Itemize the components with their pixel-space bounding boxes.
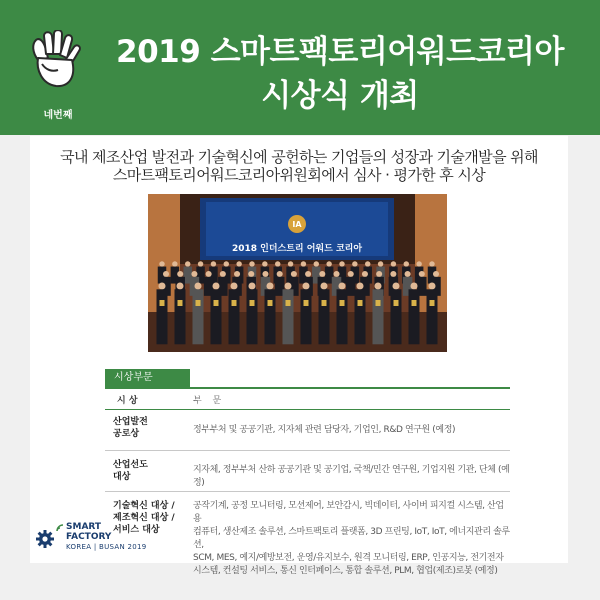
person-head xyxy=(220,271,226,277)
award-plaque xyxy=(232,300,237,306)
description-line: 컴퓨터, 생산제조 솔루션, 스마트팩토리 플랫폼, 3D 프린팅, IoT, IoT, 에너지관리 솔루션, xyxy=(193,527,510,550)
person-head xyxy=(356,282,363,289)
person-head xyxy=(212,282,219,289)
person-body xyxy=(337,289,348,344)
person-head xyxy=(374,282,381,289)
row-description: 정부부처 및 공공기관, 지자체 관련 담당자, 기업인, R&D 연구원 (예정) xyxy=(193,425,456,435)
row-description: 지자체, 정부부처 산하 공공기관 및 공기업, 국책/민간 연구원, 기업지원 기관, 단체 (예정) xyxy=(193,465,510,488)
award-plaque xyxy=(322,300,327,306)
person-body xyxy=(283,289,294,344)
photo-logo-text: IA xyxy=(292,220,302,229)
person-head xyxy=(320,282,327,289)
page-title xyxy=(90,30,590,118)
person-head xyxy=(163,271,169,277)
section-tag: 시상부문 xyxy=(105,369,190,387)
row-description xyxy=(193,500,511,578)
award-plaque xyxy=(376,300,381,306)
person-head xyxy=(266,282,273,289)
person-head xyxy=(319,271,325,277)
person-head xyxy=(362,271,368,277)
person-head xyxy=(314,261,319,266)
logo-line-3: KOREA | BUSAN 2019 xyxy=(66,543,147,551)
person-head xyxy=(172,261,177,266)
person-head xyxy=(428,282,435,289)
person-head xyxy=(277,271,283,277)
table-row xyxy=(105,410,510,451)
category-line: 공로상 xyxy=(113,429,140,439)
person-head xyxy=(378,261,383,266)
person-body xyxy=(355,289,366,344)
person-head xyxy=(234,271,240,277)
person-head xyxy=(404,261,409,266)
person-head xyxy=(206,271,212,277)
person-head xyxy=(288,261,293,266)
person-head xyxy=(248,282,255,289)
person-head xyxy=(230,282,237,289)
person-head xyxy=(376,271,382,277)
header-division: 부 문 xyxy=(193,396,226,406)
person-body xyxy=(427,289,438,344)
category-line: 산업선도 xyxy=(113,460,148,470)
person-body xyxy=(193,289,204,344)
person-head xyxy=(352,261,357,266)
category-line: 제조혁신 대상 / xyxy=(113,513,175,523)
intro-line-1: 국내 제조산업 발전과 기술혁신에 공헌하는 기업들의 성장과 기술개발을 위해 xyxy=(60,148,538,166)
person-head xyxy=(326,261,331,266)
person-head xyxy=(248,271,254,277)
awards-table xyxy=(105,387,510,576)
table-header xyxy=(105,387,510,410)
title-line-2: 시상식 개최 xyxy=(261,78,419,114)
intro-text xyxy=(30,148,568,184)
award-ceremony-photo xyxy=(148,194,447,352)
signal-icon xyxy=(56,522,66,532)
person-head xyxy=(158,282,165,289)
row-category xyxy=(113,459,148,483)
person-body xyxy=(247,289,258,344)
award-plaque xyxy=(358,300,363,306)
person-body xyxy=(229,289,240,344)
person-head xyxy=(236,261,241,266)
person-head xyxy=(275,261,280,266)
person-body xyxy=(265,289,276,344)
award-plaque xyxy=(304,300,309,306)
person-head xyxy=(198,261,203,266)
intro-line-2: 스마트팩토리어워드코리아위원회에서 심사 · 평가한 후 시상 xyxy=(112,166,486,184)
award-plaque xyxy=(160,300,165,306)
person-body xyxy=(175,289,186,344)
description-line: 공작기계, 공정 모니터링, 모션제어, 보안감시, 빅데이터, 사이버 피지컬 시스템, 산업용 xyxy=(193,501,504,524)
person-body xyxy=(211,289,222,344)
person-head xyxy=(419,271,425,277)
person-body xyxy=(319,289,330,344)
hand-four-fingers-icon xyxy=(30,30,82,90)
header-category: 시 상 xyxy=(117,396,138,406)
person-head xyxy=(305,271,311,277)
category-line: 대상 xyxy=(113,472,131,482)
award-plaque xyxy=(340,300,345,306)
award-plaque xyxy=(250,300,255,306)
person-head xyxy=(177,271,183,277)
person-body xyxy=(391,289,402,344)
person-head xyxy=(433,271,439,277)
person-head xyxy=(405,271,411,277)
person-head xyxy=(391,261,396,266)
logo-line-2: FACTORY xyxy=(66,532,112,542)
category-line: 서비스 대상 xyxy=(113,525,160,535)
person-body xyxy=(409,289,420,344)
person-head xyxy=(333,271,339,277)
description-line: SCM, MES, 예지/예방보전, 운영/유지보수, 원격 모니터링, ERP, 인공지능, 전기전자 xyxy=(193,553,504,563)
person-head xyxy=(429,261,434,266)
person-head xyxy=(348,271,354,277)
person-head xyxy=(185,261,190,266)
person-head xyxy=(339,261,344,266)
smart-factory-logo xyxy=(36,522,156,560)
person-head xyxy=(338,282,345,289)
person-head xyxy=(191,271,197,277)
person-head xyxy=(284,282,291,289)
person-head xyxy=(262,261,267,266)
person-head xyxy=(249,261,254,266)
award-plaque xyxy=(268,300,273,306)
table-row xyxy=(105,492,510,576)
description-line: 시스템, 컨설팅 서비스, 통신 인터페이스, 통합 솔루션, PLM, 협업(제조)로봇 (예정) xyxy=(193,566,498,576)
person-head xyxy=(194,282,201,289)
content-card xyxy=(30,136,568,576)
category-line: 기술혁신 대상 / xyxy=(113,501,175,511)
person-head xyxy=(390,271,396,277)
person-head xyxy=(302,282,309,289)
award-plaque xyxy=(196,300,201,306)
photo-banner-text: 2018 인더스트리 어워드 코리아 xyxy=(231,244,363,254)
badge-label: 네번째 xyxy=(43,110,73,121)
award-plaque xyxy=(178,300,183,306)
row-category xyxy=(113,416,148,440)
person-head xyxy=(291,271,297,277)
award-plaque xyxy=(286,300,291,306)
person-body xyxy=(157,289,168,344)
award-plaque xyxy=(430,300,435,306)
person-head xyxy=(224,261,229,266)
award-plaque xyxy=(394,300,399,306)
title-line-1: 2019 스마트팩토리어워드코리아 xyxy=(116,34,564,70)
person-head xyxy=(211,261,216,266)
table-row xyxy=(105,451,510,492)
person-body xyxy=(373,289,384,344)
person-head xyxy=(159,261,164,266)
person-body xyxy=(301,289,312,344)
logo-line-1: SMART xyxy=(66,522,102,532)
person-head xyxy=(410,282,417,289)
person-head xyxy=(365,261,370,266)
person-head xyxy=(416,261,421,266)
person-head xyxy=(176,282,183,289)
person-head xyxy=(262,271,268,277)
person-head xyxy=(392,282,399,289)
award-plaque xyxy=(412,300,417,306)
person-head xyxy=(301,261,306,266)
award-plaque xyxy=(214,300,219,306)
category-line: 산업발전 xyxy=(113,417,148,427)
gear-icon xyxy=(36,530,54,548)
header-banner xyxy=(0,0,600,135)
